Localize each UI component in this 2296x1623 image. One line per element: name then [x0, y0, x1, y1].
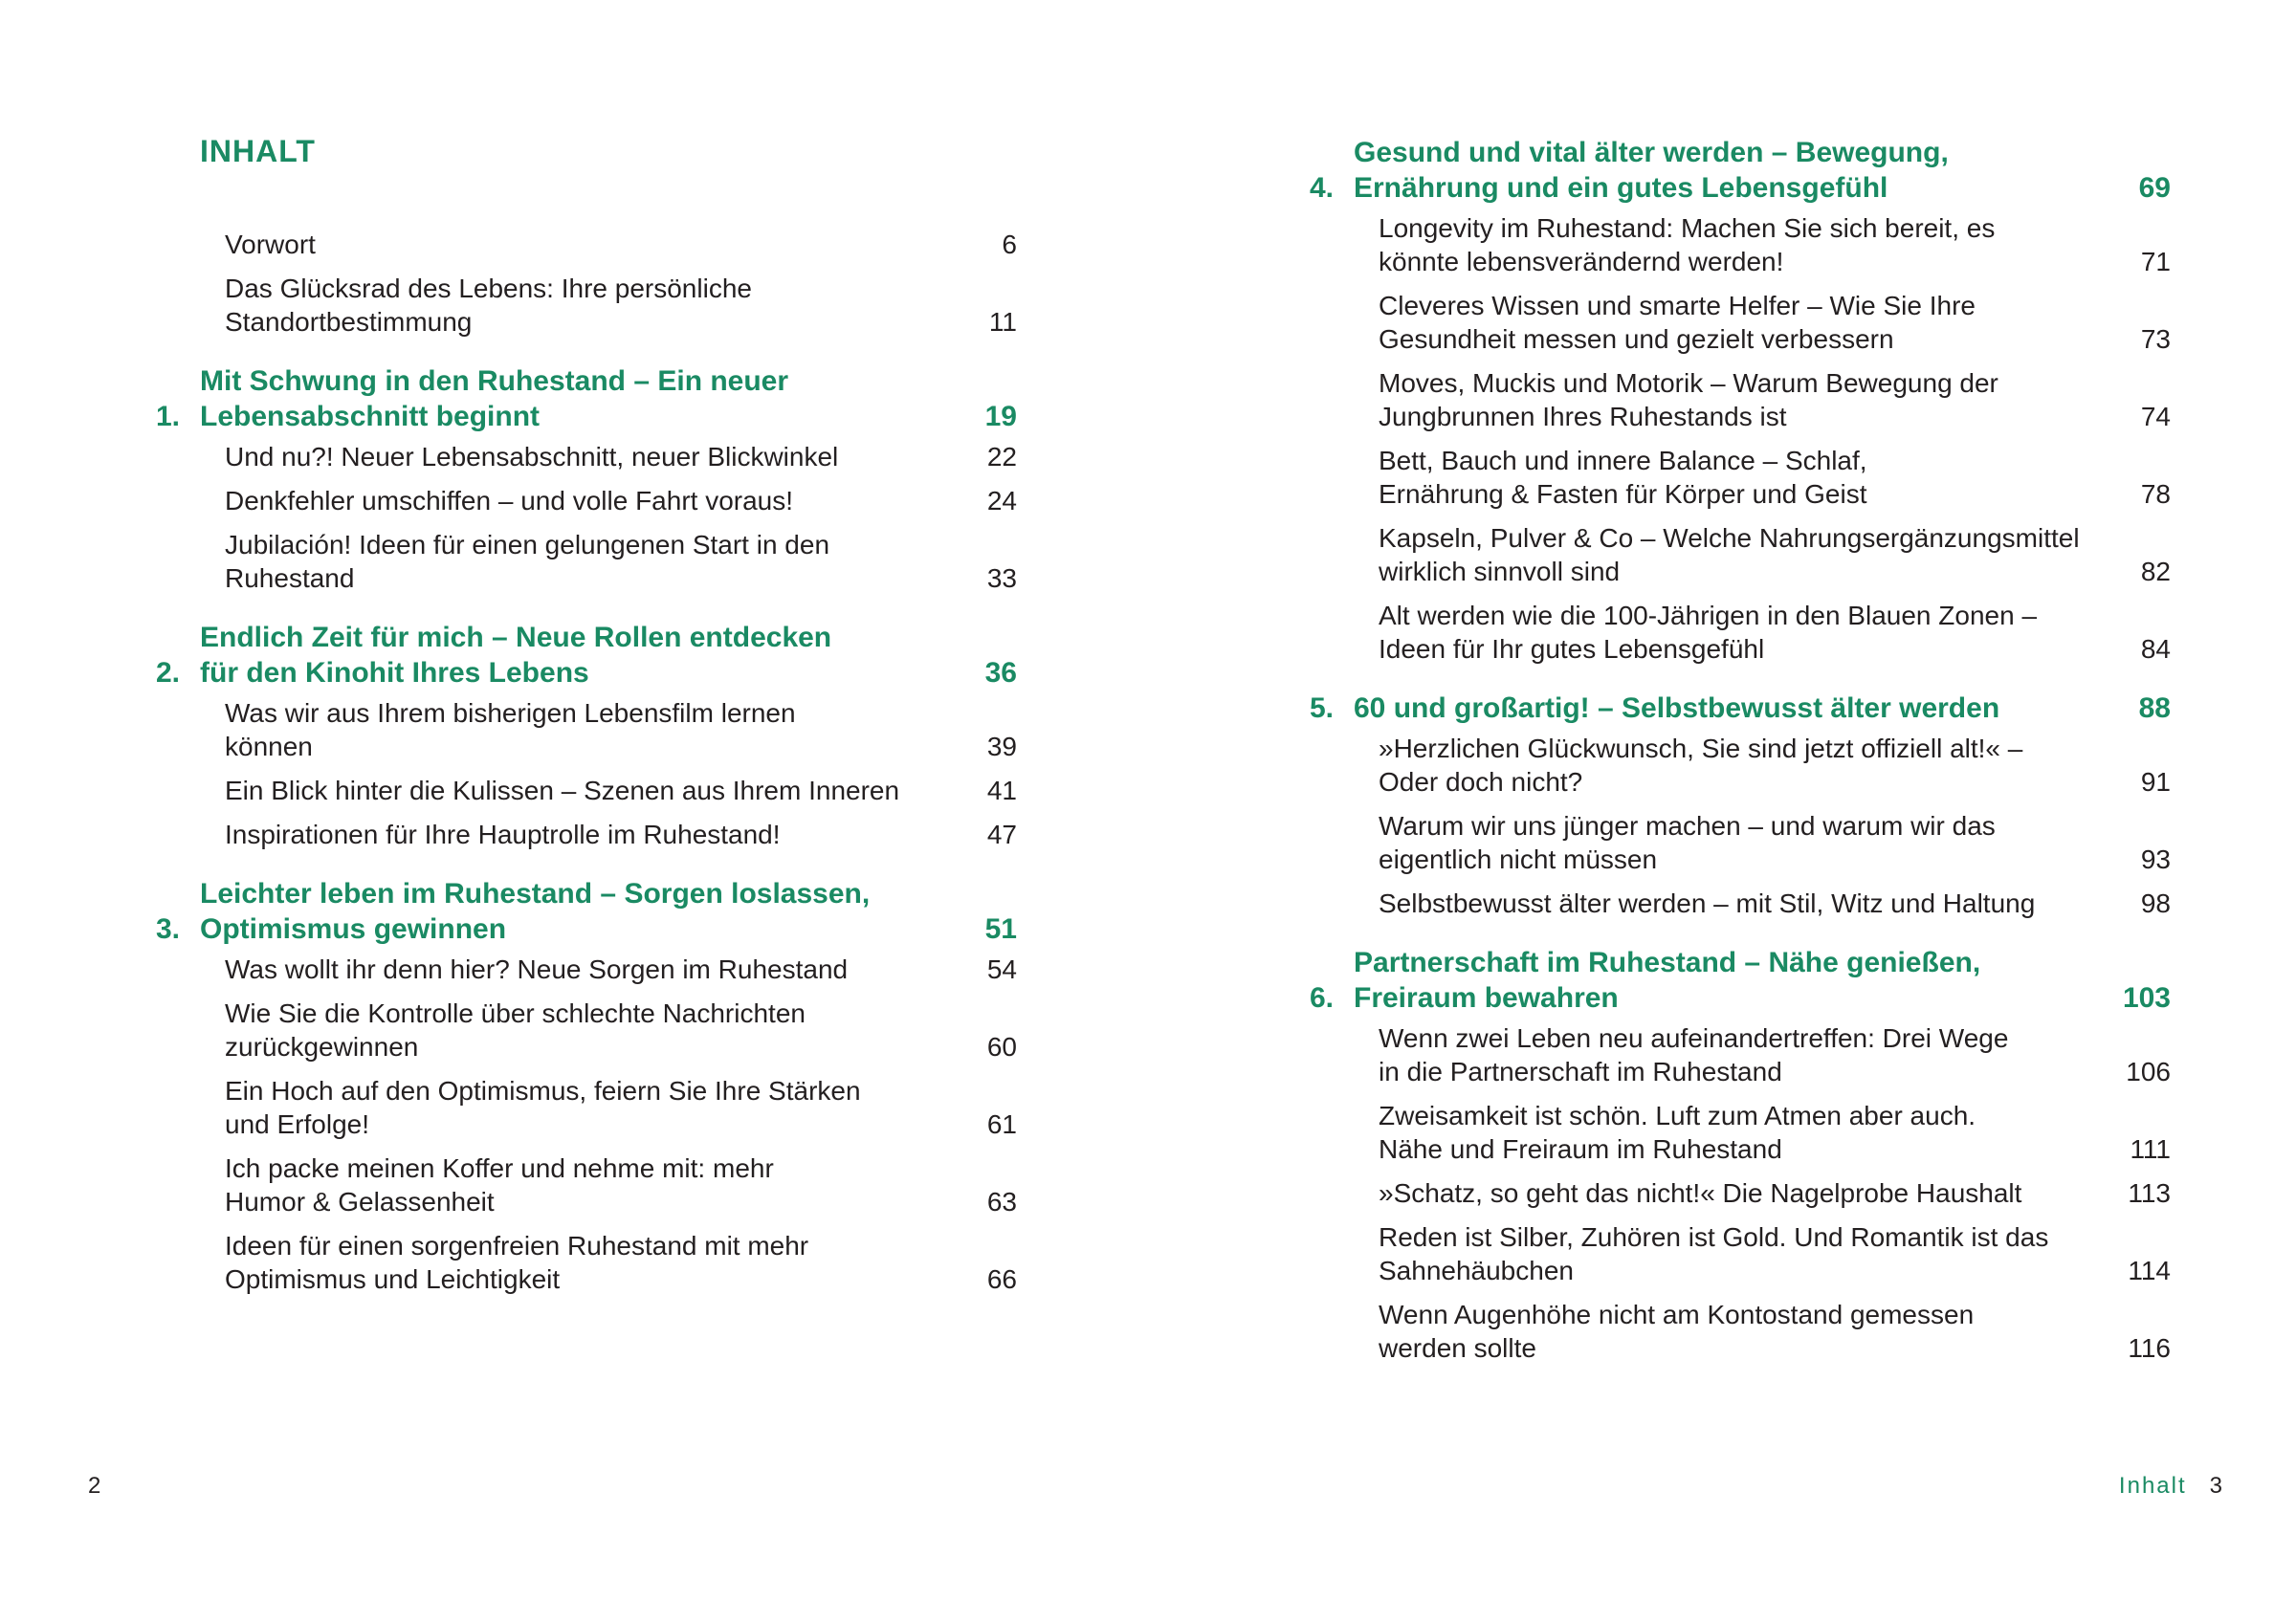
toc-title-line: Was wir aus Ihrem bisherigen Lebensfilm lernen — [225, 698, 796, 728]
toc-entry[interactable] — [1379, 521, 2171, 588]
chapter-page-number: 36 — [984, 657, 1017, 689]
toc-entry[interactable] — [1379, 1298, 2171, 1365]
toc-title-line: Gesundheit messen und gezielt verbessern — [1379, 324, 1894, 354]
toc-page-number: 47 — [986, 820, 1017, 849]
toc-title-line: Warum wir uns jünger machen – und warum wir das — [1379, 811, 1996, 841]
toc-title — [1379, 809, 1996, 876]
toc-title-line: Ein Hoch auf den Optimismus, feiern Sie Ihre Stärken — [225, 1076, 861, 1106]
toc-title — [1379, 444, 1867, 511]
toc-title-line: Zweisamkeit ist schön. Luft zum Atmen aber auch. — [1379, 1101, 1976, 1130]
toc-page-number: 24 — [986, 486, 1017, 515]
chapter-page-number: 51 — [984, 913, 1017, 945]
chapter-number: 5. — [1310, 692, 1335, 724]
chapter-heading[interactable] — [1310, 945, 2171, 1016]
right-toc-column — [1310, 135, 2171, 1375]
toc-page-number: 71 — [2140, 247, 2171, 276]
toc-page-number: 114 — [2128, 1256, 2171, 1285]
toc-entry[interactable] — [225, 1074, 1017, 1141]
chapter-heading[interactable] — [1310, 135, 2171, 206]
toc-title — [200, 620, 985, 691]
toc-title-line: Wenn zwei Leben neu aufeinandertreffen: Drei Wege — [1379, 1023, 2009, 1053]
toc-title-line: Das Glücksrad des Lebens: Ihre persönliche — [225, 274, 752, 303]
toc-title-line: Cleveres Wissen und smarte Helfer – Wie Sie Ihre — [1379, 291, 1976, 320]
toc-entry[interactable] — [1379, 444, 2171, 511]
toc-title — [225, 1151, 774, 1218]
toc-page-number: 78 — [2140, 479, 2171, 509]
toc-title-line: eigentlich nicht müssen — [1379, 844, 1658, 874]
page-footer-right — [2119, 1473, 2222, 1500]
toc-page-number: 111 — [2130, 1134, 2171, 1164]
toc-page-number: 73 — [2140, 324, 2171, 354]
toc-entry[interactable] — [1379, 599, 2171, 666]
toc-title — [1379, 1220, 2048, 1287]
toc-title-line: Moves, Muckis und Motorik – Warum Bewegung der — [1379, 368, 1998, 398]
toc-entry[interactable] — [225, 272, 1017, 339]
toc-title — [225, 272, 752, 339]
toc-title-line: Gesund und vital älter werden – Bewegung, — [1354, 137, 1949, 168]
toc-title-line: Vorwort — [225, 230, 316, 259]
toc-entry[interactable] — [225, 1229, 1017, 1296]
toc-title-line: Nähe und Freiraum im Ruhestand — [1379, 1134, 1782, 1164]
toc-title-line: »Herzlichen Glückwunsch, Sie sind jetzt offiziell alt!« – — [1379, 734, 2023, 763]
page-number-left: 2 — [88, 1473, 101, 1499]
toc-title-line: Ideen für Ihr gutes Lebensgefühl — [1379, 634, 1765, 664]
toc-page-number: 39 — [986, 732, 1017, 761]
toc-title-line: werden sollte — [1379, 1333, 1536, 1363]
toc-title-line: Selbstbewusst älter werden – mit Stil, Witz und Haltung — [1379, 888, 2036, 918]
left-toc-column — [156, 228, 1017, 1306]
chapter-number: 6. — [1310, 982, 1335, 1014]
toc-page-number: 22 — [986, 442, 1017, 472]
toc-entry[interactable] — [1379, 1176, 2171, 1210]
toc-title — [1379, 599, 2037, 666]
toc-title — [225, 997, 806, 1064]
toc-title-line: Und nu?! Neuer Lebensabschnitt, neuer Blickwinkel — [225, 442, 839, 472]
toc-title — [200, 876, 985, 947]
toc-title-line: Kapseln, Pulver & Co – Welche Nahrungsergänzungsmittel — [1379, 523, 2080, 553]
toc-page-number: 33 — [986, 563, 1017, 593]
toc-title-line: und Erfolge! — [225, 1109, 369, 1139]
toc-title-line: Optimismus und Leichtigkeit — [225, 1264, 561, 1294]
toc-title-line: für den Kinohit Ihres Lebens — [200, 657, 589, 689]
toc-title-line: Lebensabschnitt beginnt — [200, 401, 541, 432]
toc-title-line: Freiraum bewahren — [1354, 982, 1619, 1014]
toc-page-number: 84 — [2140, 634, 2171, 664]
toc-page-number: 91 — [2140, 767, 2171, 797]
toc-title — [1354, 135, 2139, 206]
toc-title-line: Standortbestimmung — [225, 307, 473, 337]
toc-entry[interactable] — [1379, 289, 2171, 356]
toc-title — [1354, 945, 2123, 1016]
toc-title — [1379, 1298, 1974, 1365]
toc-title — [1379, 1099, 1976, 1166]
toc-title-line: Mit Schwung in den Ruhestand – Ein neuer — [200, 365, 789, 397]
toc-title-line: Optimismus gewinnen — [200, 913, 507, 945]
toc-page-number: 54 — [986, 954, 1017, 984]
toc-page-number: 116 — [2128, 1333, 2171, 1363]
toc-entry[interactable] — [225, 228, 1017, 261]
toc-title — [225, 228, 316, 261]
toc-title-line: Ich packe meinen Koffer und nehme mit: mehr — [225, 1153, 774, 1183]
toc-title-line: Endlich Zeit für mich – Neue Rollen entdecken — [200, 622, 832, 653]
toc-entry[interactable] — [1379, 1220, 2171, 1287]
chapter-page-number: 19 — [984, 401, 1017, 432]
toc-title — [200, 363, 985, 434]
toc-page-number: 113 — [2128, 1178, 2171, 1208]
chapter-number: 4. — [1310, 172, 1335, 204]
chapter-heading[interactable] — [1310, 691, 2171, 726]
toc-entry[interactable] — [225, 953, 1017, 986]
chapter-page-number: 69 — [2138, 172, 2171, 204]
chapter-heading[interactable] — [156, 363, 1017, 434]
toc-page-number: 41 — [986, 776, 1017, 805]
toc-title-line: könnte lebensverändernd werden! — [1379, 247, 1784, 276]
toc-title — [1354, 691, 2139, 726]
toc-page-number: 63 — [986, 1187, 1017, 1217]
toc-title — [1379, 1021, 2008, 1088]
toc-title — [225, 1229, 808, 1296]
toc-title — [225, 696, 796, 763]
toc-entry[interactable] — [225, 774, 1017, 807]
toc-title-line: Ernährung und ein gutes Lebensgefühl — [1354, 172, 1888, 204]
toc-entry[interactable] — [1379, 1021, 2171, 1088]
toc-title-line: Denkfehler umschiffen – und volle Fahrt voraus! — [225, 486, 794, 515]
toc-entry[interactable] — [225, 1151, 1017, 1218]
toc-title-line: Sahnehäubchen — [1379, 1256, 1574, 1285]
toc-entry[interactable] — [1379, 211, 2171, 278]
toc-entry[interactable] — [1379, 366, 2171, 433]
toc-title — [225, 1074, 861, 1141]
toc-title — [1379, 1176, 2021, 1210]
toc-title — [225, 440, 838, 473]
toc-entry[interactable] — [225, 696, 1017, 763]
toc-entry[interactable] — [1379, 732, 2171, 799]
toc-title-line: Leichter leben im Ruhestand – Sorgen loslassen, — [200, 878, 871, 910]
toc-title-line: wirklich sinnvoll sind — [1379, 557, 1621, 586]
toc-title-line: in die Partnerschaft im Ruhestand — [1379, 1057, 1782, 1086]
chapter-number: 3. — [156, 913, 181, 945]
toc-page-number: 106 — [2126, 1057, 2171, 1086]
toc-title-line: »Schatz, so geht das nicht!« Die Nagelprobe Haushalt — [1379, 1178, 2022, 1208]
toc-title-line: Ruhestand — [225, 563, 355, 593]
toc-title — [1379, 887, 2035, 920]
chapter-number: 2. — [156, 657, 181, 689]
toc-entry[interactable] — [225, 484, 1017, 517]
toc-title-line: Inspirationen für Ihre Hauptrolle im Ruhestand! — [225, 820, 781, 849]
toc-page-number: 11 — [988, 307, 1017, 337]
toc-title — [225, 528, 829, 595]
toc-entry[interactable] — [1379, 809, 2171, 876]
toc-title-line: Wie Sie die Kontrolle über schlechte Nachrichten — [225, 998, 806, 1028]
chapter-page-number: 103 — [2122, 982, 2171, 1014]
toc-page-number: 93 — [2140, 844, 2171, 874]
toc-title-line: Alt werden wie die 100-Jährigen in den Blauen Zonen – — [1379, 601, 2038, 630]
toc-title — [1379, 521, 2080, 588]
toc-page-number: 6 — [1002, 230, 1017, 259]
toc-title-line: Reden ist Silber, Zuhören ist Gold. Und Romantik ist das — [1379, 1222, 2049, 1252]
toc-title-line: Bett, Bauch und innere Balance – Schlaf, — [1379, 446, 1867, 475]
toc-title-line: können — [225, 732, 313, 761]
toc-title-line: 60 und großartig! – Selbstbewusst älter werden — [1354, 692, 2000, 724]
toc-title-line: Partnerschaft im Ruhestand – Nähe genießen, — [1354, 947, 1981, 978]
toc-heading: INHALT — [200, 134, 316, 168]
toc-title-line: Humor & Gelassenheit — [225, 1187, 495, 1217]
chapter-page-number: 88 — [2138, 692, 2171, 724]
toc-entry[interactable] — [225, 440, 1017, 473]
toc-page-number: 61 — [986, 1109, 1017, 1139]
toc-title — [1379, 366, 1998, 433]
toc-title-line: zurückgewinnen — [225, 1032, 419, 1062]
toc-title-line: Jungbrunnen Ihres Ruhestands ist — [1379, 402, 1787, 431]
toc-title-line: Ideen für einen sorgenfreien Ruhestand mit mehr — [225, 1231, 809, 1261]
toc-page-number: 66 — [986, 1264, 1017, 1294]
toc-title-line: Longevity im Ruhestand: Machen Sie sich bereit, es — [1379, 213, 1996, 243]
toc-title-line: Jubilación! Ideen für einen gelungenen Start in den — [225, 530, 830, 559]
toc-title — [1379, 211, 1995, 278]
toc-page-number: 60 — [986, 1032, 1017, 1062]
running-head: Inhalt — [2118, 1473, 2187, 1499]
chapter-number: 1. — [156, 401, 181, 432]
toc-title — [225, 953, 848, 986]
toc-title-line: Was wollt ihr denn hier? Neue Sorgen im Ruhestand — [225, 954, 849, 984]
toc-page-number: 74 — [2140, 402, 2171, 431]
page-number-right: 3 — [2209, 1473, 2222, 1499]
toc-title — [1379, 732, 2022, 799]
toc-title — [225, 484, 793, 517]
toc-entry[interactable] — [225, 818, 1017, 851]
toc-page-number: 98 — [2140, 888, 2171, 918]
toc-title-line: Ein Blick hinter die Kulissen – Szenen aus Ihrem Inneren — [225, 776, 900, 805]
toc-page-number: 82 — [2140, 557, 2171, 586]
chapter-heading[interactable] — [156, 876, 1017, 947]
toc-title — [225, 818, 781, 851]
toc-title-line: Ernährung & Fasten für Körper und Geist — [1379, 479, 1867, 509]
toc-entry[interactable] — [1379, 887, 2171, 920]
chapter-heading[interactable] — [156, 620, 1017, 691]
toc-entry[interactable] — [1379, 1099, 2171, 1166]
toc-title — [225, 774, 899, 807]
toc-entry[interactable] — [225, 528, 1017, 595]
toc-title-line: Oder doch nicht? — [1379, 767, 1583, 797]
toc-title — [1379, 289, 1976, 356]
toc-entry[interactable] — [225, 997, 1017, 1064]
toc-title-line: Wenn Augenhöhe nicht am Kontostand gemessen — [1379, 1300, 1975, 1329]
